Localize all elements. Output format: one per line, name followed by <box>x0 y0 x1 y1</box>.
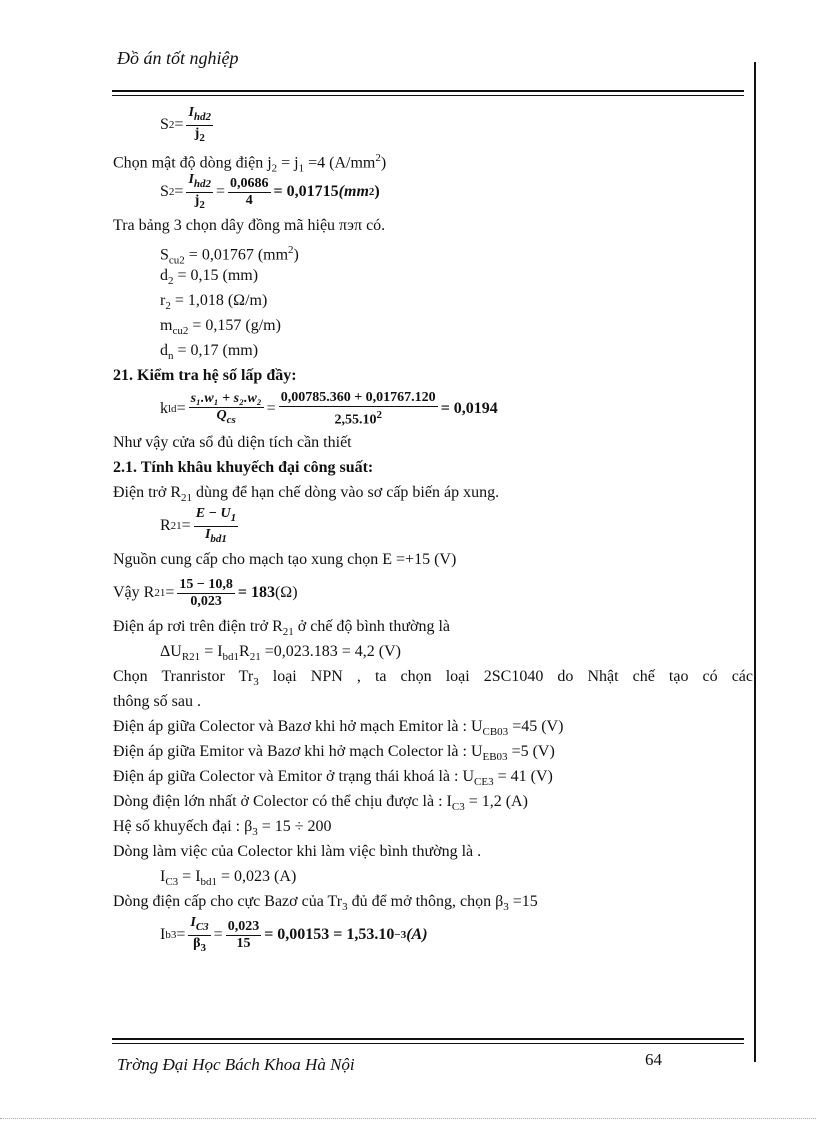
param-line: $d_n = 0,17$ (mm) <box>160 342 259 363</box>
page-border <box>754 62 756 1062</box>
fraction: $\frac{I_{hd2}}{j_2}$ <box>188 104 212 144</box>
text-line: thông số sau . <box>113 693 201 710</box>
param-line: $r_2 = 1,018$ (Ω/m) <box>160 292 268 313</box>
section-heading: 2.1. Tính khâu khuyếch đại công suất: <box>113 459 374 476</box>
param-line: $S_{cu2} = 0,01767$ $(mm^2)$ <box>160 244 299 267</box>
section-heading: 21. Kiểm tra hệ số lấp đầy: <box>113 367 297 384</box>
text-line: Dòng điện cấp cho cực Bazơ của $Tr_3$ đủ để mở thông, chọn $\beta_3 =15$ <box>113 893 538 914</box>
text-line: Như vậy cửa sổ đủ diện tích cần thiết <box>113 434 352 451</box>
document-body <box>113 104 753 956</box>
text-line: Dòng điện lớn nhất ở Colector có thể chịu được là : $I_{C3} = 1,2$ (A) <box>113 793 528 814</box>
footer-school: Trờng Đại Học Bách Khoa Hà Nội <box>117 1055 355 1074</box>
page-edge-dots <box>0 1118 816 1120</box>
param-line: $d_2 = 0,15$ (mm) <box>160 267 259 288</box>
formula-ib3: I b3 = $\frac{I_{C3}}{\beta_3}$ = $\frac{0,023}{15}$ = 0,00153 = 1,53.10 −3 (A) <box>160 914 428 954</box>
param-line: $m_{cu2} = 0,157$ (g/m) <box>160 317 281 338</box>
text-line: Chọn Tranristor $Tr_3$ loại NPN , ta chọn loại 2SC1040 do Nhật chế tạo có các <box>113 668 754 689</box>
text-line: Tra bảng 3 chọn dây đồng mã hiệu πэπ có. <box>113 217 386 234</box>
header-rule <box>112 90 744 92</box>
formula-r21-value: Vậy R 21 = $\frac{15 - 10,8}{0,023}$ = 183 (Ω) <box>113 576 298 609</box>
text-line: Dòng làm việc của Colector khi làm việc bình thường là . <box>113 843 482 860</box>
text-line: Điện áp giữa Colector và Emitor ở trạng thái khoá là : $U_{CE3} = 41$ (V) <box>113 768 553 789</box>
formula-s2: S 2 = $\frac{I_{hd2}}{j_2}$ <box>160 104 212 144</box>
text-line: Điện áp giữa Colector và Bazơ khi hở mạch Emitor là : $U_{CB03} =45$ (V) <box>113 718 564 739</box>
formula-line: $I_{C3} = I_{bd1} = 0,023$ (A) <box>160 868 297 889</box>
header-rule-thin <box>112 95 744 96</box>
header-title: Đồ án tốt nghiệp <box>117 48 239 68</box>
text-line: Điện trở $R_{21}$ dùng để hạn chế dòng vào sơ cấp biến áp xung. <box>113 484 500 505</box>
text-line: Nguồn cung cấp cho mạch tạo xung chọn E =+15 (V) <box>113 551 457 568</box>
formula-line: $\Delta U_{R21} = I_{bd1}R_{21} =0,023.183 = 4,2$ (V) <box>160 643 401 664</box>
formula-s2-value: S 2 = $\frac{I_{hd2}}{j_2}$ = $\frac{0,0686}{4}$ = 0,01715 (mm 2 ) <box>160 171 380 211</box>
text-line: Hệ số khuyếch đại : $\beta_3 = 15 \div 200$ <box>113 818 332 839</box>
formula-kld: k ld = $\frac{\text{s₁.w₁ + s₂.w₂}}{Q_{cs}}$ = $\frac{0,00785.360 + 0,01767.120}{2,55.10^2}$ = 0,0194 <box>160 389 498 428</box>
text-line: Chọn mật độ dòng điện $j_2 = j_1 =4$ $(A/mm^2)$ <box>113 152 387 175</box>
footer-rule <box>112 1038 744 1040</box>
footer-rule-thin <box>112 1043 744 1044</box>
page-number: 64 <box>645 1050 662 1069</box>
formula-r21: R 21 = $\frac{E - U_1}{I_{bd1}}$ <box>160 505 237 545</box>
text-line: Điện áp giữa Emitor và Bazơ khi hở mạch Colector là : $U_{EB03} =5$ (V) <box>113 743 555 764</box>
text-line: Điện áp rơi trên điện trở $R_{21}$ ở chế độ bình thường là <box>113 618 450 639</box>
